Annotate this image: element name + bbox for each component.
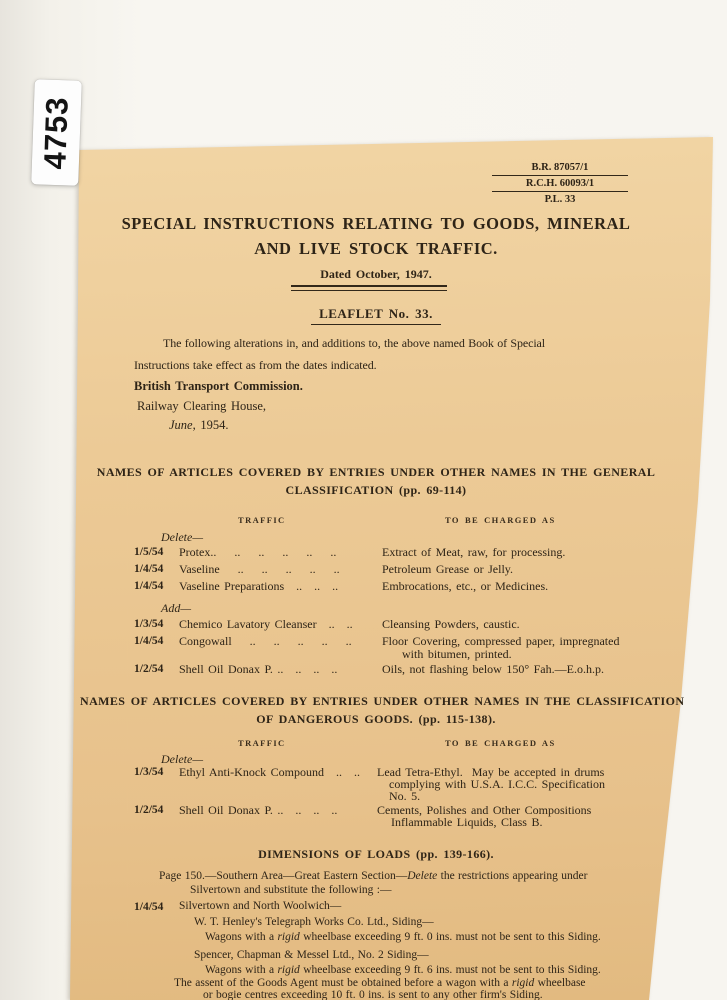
entry-article: Vaseline Preparations .. .. .. (179, 579, 339, 593)
doc-title-line-2: AND LIVE STOCK TRAFFIC. (254, 239, 498, 258)
issue-month: June, (169, 418, 196, 432)
entry-charge: Extract of Meat, raw, for processing. (382, 545, 566, 559)
intro-line-1: The following alterations in, and additions to, the above named Book of Special (163, 336, 546, 350)
catalog-sticker (31, 79, 82, 186)
dimensions-para-1: Page 150.—Southern Area—Great Eastern Section—Delete the restrictions appearing under (159, 870, 588, 882)
issue-date-line (169, 418, 228, 433)
entry-article: Ethyl Anti-Knock Compound .. .. (179, 765, 360, 779)
entry-charge: Petroleum Grease or Jelly. (382, 562, 514, 576)
reference-numbers (492, 161, 628, 206)
general-col-traffic: TRAFFIC (238, 515, 286, 525)
entry-charge-wrap: No. 5. (389, 789, 421, 803)
general-col-charged: TO BE CHARGED AS (445, 515, 556, 525)
entry-charge: Lead Tetra-Ethyl. May be accepted in drums (377, 765, 605, 779)
entry-date: 1/4/54 (134, 635, 164, 647)
leaflet-number-line (80, 306, 672, 325)
entry-date: 1/4/54 (134, 563, 164, 575)
entry-charge: Floor Covering, compressed paper, impregnated (382, 634, 620, 648)
entry-article: Shell Oil Donax P. .. .. .. .. (179, 803, 338, 817)
entry-date: 1/4/54 (134, 580, 164, 592)
ref-rch: R.C.H. 60093/1 (492, 176, 628, 192)
issuer-line: British Transport Commission. (134, 379, 303, 393)
place-line: Railway Clearing House, (137, 399, 267, 413)
entry-article: Vaseline .. .. .. .. .. (179, 562, 340, 576)
entry-article: Protex.. .. .. .. .. .. (179, 545, 337, 559)
issue-year: 1954. (195, 418, 229, 432)
entry-article: Shell Oil Donax P. .. .. .. .. (179, 662, 338, 676)
catalog-number: 4753 (37, 95, 75, 170)
siding-2-name: Spencer, Chapman & Messel Ltd., No. 2 Siding— (194, 949, 429, 961)
doc-title-line-1: SPECIAL INSTRUCTIONS RELATING TO GOODS, MINERAL (121, 214, 631, 233)
entry-date: 1/3/54 (134, 766, 164, 778)
intro-line-2: Instructions take effect as from the dates indicated. (134, 358, 377, 372)
entry-charge-wrap: Inflammable Liquids, Class B. (391, 815, 543, 829)
entry-date: 1/4/54 (134, 901, 164, 913)
entry-date: 1/3/54 (134, 618, 164, 630)
general-heading-2: CLASSIFICATION (pp. 69-114) (285, 483, 467, 497)
dangerous-col-traffic: TRAFFIC (238, 738, 286, 748)
entry-article: Chemico Lavatory Cleanser .. .. (179, 617, 353, 631)
entry-charge-wrap: with bitumen, printed. (402, 647, 512, 661)
general-delete-label: Delete— (161, 530, 203, 544)
dated-line: Dated October, 1947. (320, 267, 432, 281)
double-rule (291, 285, 447, 291)
entry-article: Congowall .. .. .. .. .. (179, 634, 352, 648)
dangerous-heading-1: NAMES OF ARTICLES COVERED BY ENTRIES UNDER OTHER NAMES IN THE CLASSIFICATION (80, 694, 685, 708)
dimensions-para-2: Silvertown and substitute the following :— (190, 884, 392, 896)
entry-date: 1/2/54 (134, 804, 164, 816)
siding-2-rule: Wagons with a rigid wheelbase exceeding 9 ft. 6 ins. must not be sent to this Siding. (205, 964, 601, 976)
dimensions-heading: DIMENSIONS OF LOADS (pp. 139-166). (258, 847, 494, 861)
entry-date: 1/5/54 (134, 546, 164, 558)
ref-br: B.R. 87057/1 (492, 161, 628, 176)
entry-charge: Cements, Polishes and Other Compositions (377, 803, 592, 817)
siding-1-name: W. T. Henley's Telegraph Works Co. Ltd., Siding— (194, 916, 434, 928)
leaflet-number: LEAFLET No. 33. (311, 306, 441, 325)
ref-pl: P.L. 33 (544, 194, 576, 206)
dangerous-heading-2: OF DANGEROUS GOODS. (pp. 115-138). (256, 712, 496, 726)
dangerous-col-charged: TO BE CHARGED AS (445, 738, 556, 748)
entry-charge: Embrocations, etc., or Medicines. (382, 579, 549, 593)
assent-line-1: The assent of the Goods Agent must be obtained before a wagon with a rigid wheelbase (174, 977, 586, 989)
siding-1-rule: Wagons with a rigid wheelbase exceeding 9 ft. 0 ins. must not be sent to this Siding. (205, 931, 601, 943)
general-heading-1: NAMES OF ARTICLES COVERED BY ENTRIES UNDER OTHER NAMES IN THE GENERAL (96, 465, 656, 479)
dangerous-delete-label: Delete— (161, 752, 203, 766)
assent-line-2: or bogie centres exceeding 10 ft. 0 ins. is sent to any other firm's Siding. (203, 989, 543, 1000)
entry-charge: Oils, not flashing below 150° Fah.—E.o.h.p. (382, 662, 604, 676)
entry-date: 1/2/54 (134, 663, 164, 675)
entry-charge: Cleansing Powders, caustic. (382, 617, 520, 631)
dimensions-entry-title: Silvertown and North Woolwich— (179, 900, 342, 912)
general-add-label: Add— (161, 601, 191, 615)
entry-charge-wrap: complying with U.S.A. I.C.C. Specification (389, 777, 605, 791)
